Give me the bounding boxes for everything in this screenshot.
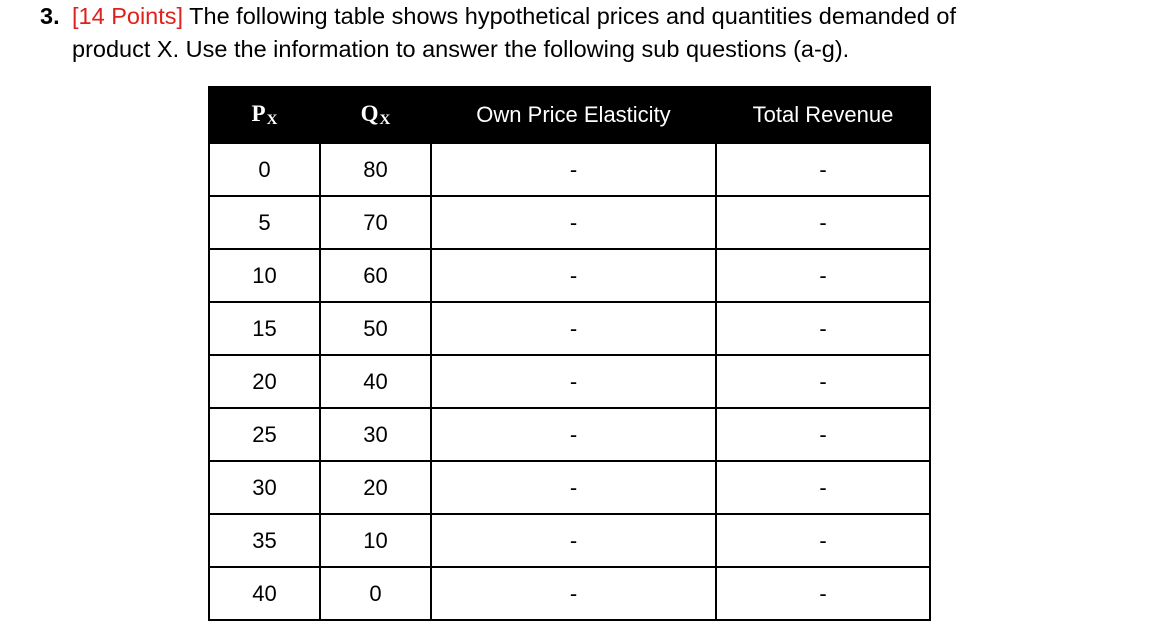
cell-price[interactable]: 0 bbox=[209, 143, 320, 196]
cell-elasticity[interactable]: - bbox=[431, 408, 716, 461]
cell-quantity[interactable]: 70 bbox=[320, 196, 431, 249]
cell-price[interactable]: 5 bbox=[209, 196, 320, 249]
question-points: [14 Points] bbox=[72, 3, 184, 29]
question-line-1 bbox=[40, 0, 1150, 33]
table-row bbox=[209, 143, 930, 196]
cell-elasticity[interactable]: - bbox=[431, 196, 716, 249]
cell-total-revenue[interactable]: - bbox=[716, 567, 930, 620]
cell-total-revenue[interactable]: - bbox=[716, 143, 930, 196]
cell-total-revenue[interactable]: - bbox=[716, 408, 930, 461]
table-row bbox=[209, 249, 930, 302]
cell-elasticity[interactable]: - bbox=[431, 567, 716, 620]
table-row bbox=[209, 302, 930, 355]
cell-price[interactable]: 35 bbox=[209, 514, 320, 567]
cell-price[interactable]: 15 bbox=[209, 302, 320, 355]
cell-total-revenue[interactable]: - bbox=[716, 355, 930, 408]
table-row bbox=[209, 461, 930, 514]
question-block bbox=[40, 0, 1150, 66]
cell-quantity[interactable]: 0 bbox=[320, 567, 431, 620]
cell-elasticity[interactable]: - bbox=[431, 302, 716, 355]
cell-quantity[interactable]: 40 bbox=[320, 355, 431, 408]
question-text-line1: The following table shows hypothetical prices and quantities demanded of bbox=[189, 3, 956, 29]
cell-total-revenue[interactable]: - bbox=[716, 249, 930, 302]
question-text-line2: product X. Use the information to answer the following sub questions (a-g). bbox=[72, 36, 850, 62]
demand-table bbox=[208, 86, 931, 621]
question-line-2 bbox=[40, 33, 1150, 66]
cell-total-revenue[interactable]: - bbox=[716, 302, 930, 355]
cell-quantity[interactable]: 30 bbox=[320, 408, 431, 461]
cell-price[interactable]: 25 bbox=[209, 408, 320, 461]
header-px: $P_X$ bbox=[209, 87, 320, 143]
cell-total-revenue[interactable]: - bbox=[716, 461, 930, 514]
cell-quantity[interactable]: 20 bbox=[320, 461, 431, 514]
cell-quantity[interactable]: 50 bbox=[320, 302, 431, 355]
cell-quantity[interactable]: 10 bbox=[320, 514, 431, 567]
cell-total-revenue[interactable]: - bbox=[716, 196, 930, 249]
cell-quantity[interactable]: 60 bbox=[320, 249, 431, 302]
cell-price[interactable]: 40 bbox=[209, 567, 320, 620]
cell-total-revenue[interactable]: - bbox=[716, 514, 930, 567]
cell-elasticity[interactable]: - bbox=[431, 355, 716, 408]
cell-price[interactable]: 30 bbox=[209, 461, 320, 514]
table-row bbox=[209, 567, 930, 620]
header-total-revenue: Total Revenue bbox=[716, 87, 930, 143]
cell-elasticity[interactable]: - bbox=[431, 461, 716, 514]
table-row bbox=[209, 355, 930, 408]
table-row bbox=[209, 196, 930, 249]
cell-elasticity[interactable]: - bbox=[431, 514, 716, 567]
cell-elasticity[interactable]: - bbox=[431, 143, 716, 196]
table-header-row bbox=[209, 87, 930, 143]
header-elasticity: Own Price Elasticity bbox=[431, 87, 716, 143]
cell-price[interactable]: 20 bbox=[209, 355, 320, 408]
table-row bbox=[209, 408, 930, 461]
table-body bbox=[209, 143, 930, 620]
cell-elasticity[interactable]: - bbox=[431, 249, 716, 302]
header-qx: $Q_X$ bbox=[320, 87, 431, 143]
cell-quantity[interactable]: 80 bbox=[320, 143, 431, 196]
question-number: 3. bbox=[40, 3, 60, 29]
table-row bbox=[209, 514, 930, 567]
cell-price[interactable]: 10 bbox=[209, 249, 320, 302]
